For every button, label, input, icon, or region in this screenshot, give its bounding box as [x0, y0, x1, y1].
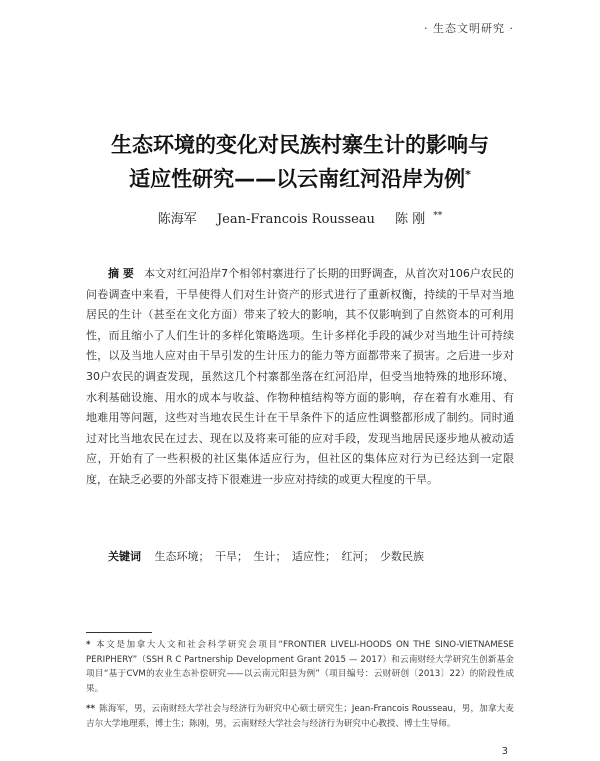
footnote-text: 本文是加拿大人文和社会科学研究会项目“FRONTIER LIVELI-HOODS ON THE SINO-VIETNAMESE PERIPHERY”（SSH R C Partnership Development Grant 2015 — 2017）和云南财经大学研究生创新基金项目“基于CVM的农业生态补偿研究——以云南元阳县为例”（项目编号：云财研创〔2013〕22）的阶段性成果。: [86, 640, 514, 694]
footnote-text: 陈海军，男，云南财经大学社会与经济行为研究中心硕士研究生；Jean-Francois Rousseau，男，加拿大麦吉尔大学地理系，博士生；陈刚，男，云南财经大学社会与经济行为研究中心教授、博士生导师。: [86, 704, 514, 729]
keywords-label: 关键词: [108, 550, 141, 563]
author-3: 陈 刚: [395, 212, 426, 227]
footnote-divider: [86, 632, 152, 633]
author-2: Jean-Francois Rousseau: [216, 212, 375, 227]
keyword-item: 红河；: [341, 550, 375, 563]
keyword-item: 少数民族: [380, 550, 424, 563]
author-footnote-marker: **: [433, 210, 443, 221]
keyword-item: 适应性；: [292, 550, 336, 563]
title-line-2-text: 适应性研究——以云南红河沿岸为例: [129, 167, 466, 191]
footnotes: [86, 638, 514, 737]
author-1: 陈海军: [157, 212, 197, 227]
keyword-item: 生计；: [253, 550, 287, 563]
footnote-authors: [86, 702, 514, 731]
author-list: [80, 208, 520, 227]
running-head: · 生态文明研究 ·: [424, 22, 514, 35]
footnote-mark: **: [86, 704, 95, 714]
keywords: [108, 548, 514, 566]
footnote-funding: [86, 638, 514, 696]
page-number: 3: [501, 746, 508, 757]
title-line-2: [80, 160, 520, 194]
article-title: [80, 130, 520, 194]
title-footnote-marker: *: [465, 168, 471, 181]
abstract-text: 本文对红河沿岸7个相邻村寨进行了长期的田野调查，从首次对106户农民的问卷调查中来看，干旱使得人们对生计资产的形式进行了重新权衡，持续的干旱对当地居民的生计（甚至在文化方面）带来了较大的影响，其不仅影响到了自然资本的可利用性，而且缩小了人们生计的多样化策略选项。生计多样化手段的减少对当地生计可持续性，以及当地人应对由干旱引发的生计压力的能力等方面都带来了损害。之后进一步对30户农民的调查发现，虽然这几个村寨都坐落在红河沿岸，但受当地特殊的地形环境、水利基础设施、用水的成本与收益、作物种植结构等方面的影响，存在着有水难用、有地难用等问题，这些对当地农民生计在干旱条件下的适应性调整都形成了制约。同时通过对比当地农民在过去、现在以及将来可能的应对手段，发现当地居民逐步地从被动适应，开始有了一些积极的社区集体适应行为，但社区的集体应对行为已经达到一定限度，在缺乏必要的外部支持下很难进一步应对持续的或更大程度的干旱。: [86, 267, 514, 486]
title-line-1: 生态环境的变化对民族村寨生计的影响与: [111, 133, 489, 157]
keyword-item: 生态环境；: [154, 550, 210, 563]
abstract-label: 摘 要: [108, 267, 134, 280]
footnote-mark: *: [86, 640, 91, 650]
abstract: [86, 264, 514, 491]
keyword-item: 干旱；: [215, 550, 248, 563]
